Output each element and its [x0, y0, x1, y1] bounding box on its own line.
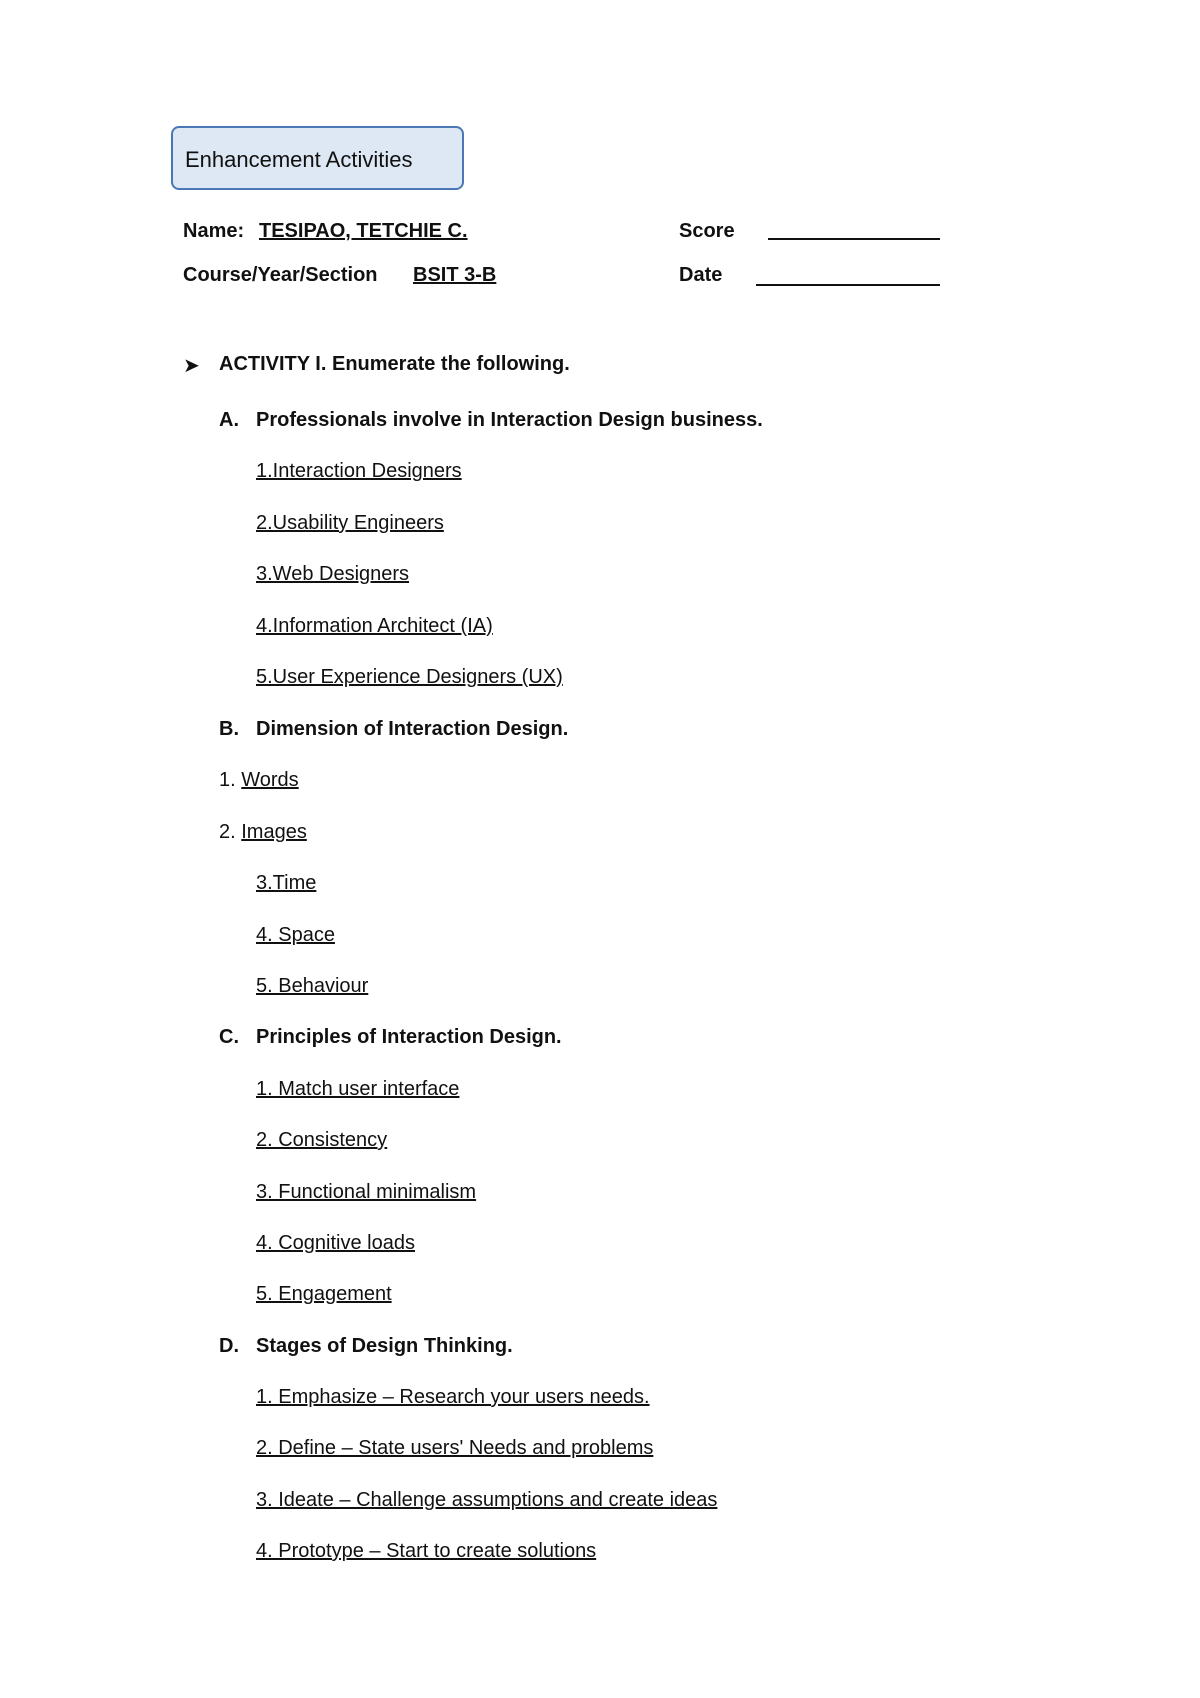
list-item: 2. Define – State users' Needs and problems	[256, 1437, 654, 1459]
list-item: 5. Behaviour	[256, 975, 369, 997]
section-b-heading: Dimension of Interaction Design.	[256, 718, 569, 740]
activity-title: ACTIVITY I. Enumerate the following.	[219, 353, 570, 375]
score-label: Score	[679, 220, 735, 242]
section-d-heading: Stages of Design Thinking.	[256, 1335, 513, 1357]
list-item: 4. Space	[256, 924, 335, 946]
name-label: Name:	[183, 220, 245, 242]
list-item: 1.Interaction Designers	[256, 460, 462, 482]
section-d-letter: D.	[219, 1335, 239, 1357]
list-item: 4. Prototype – Start to create solutions	[256, 1540, 597, 1562]
section-a-letter: A.	[219, 409, 239, 431]
section-c-letter: C.	[219, 1026, 239, 1048]
list-item: 1. Emphasize – Research your users needs.	[256, 1386, 650, 1408]
list-item: 3.Web Designers	[256, 563, 410, 585]
list-item: 5. Engagement	[256, 1283, 392, 1305]
list-item-number: 1.	[219, 769, 242, 791]
section-a-heading: Professionals involve in Interaction Design business.	[256, 409, 763, 431]
date-blank-line	[756, 284, 940, 286]
title-box	[171, 126, 464, 190]
score-blank-line	[768, 238, 940, 240]
list-item: 4. Cognitive loads	[256, 1232, 415, 1254]
date-label: Date	[679, 264, 723, 286]
list-item: 4.Information Architect (IA)	[256, 615, 493, 637]
list-item	[219, 769, 299, 792]
list-item-number: 2.	[219, 821, 242, 843]
list-item-text: Images	[241, 821, 307, 843]
list-item: 3. Ideate – Challenge assumptions and create ideas	[256, 1489, 718, 1511]
list-item: 1. Match user interface	[256, 1078, 460, 1100]
list-item: 2.Usability Engineers	[256, 512, 444, 534]
list-item: 3. Functional minimalism	[256, 1181, 477, 1203]
list-item	[219, 821, 307, 844]
page-title: Enhancement Activities	[185, 147, 413, 172]
list-item: 5.User Experience Designers (UX)	[256, 666, 563, 688]
list-item-text: Words	[241, 769, 299, 791]
course-label: Course/Year/Section	[183, 264, 378, 286]
name-value: TESIPAO, TETCHIE C.	[259, 220, 468, 242]
section-c-heading: Principles of Interaction Design.	[256, 1026, 562, 1048]
arrow-bullet-icon: ➤	[183, 355, 200, 377]
course-value: BSIT 3-B	[413, 264, 497, 286]
list-item: 2. Consistency	[256, 1129, 388, 1151]
section-b-letter: B.	[219, 718, 239, 740]
list-item: 3.Time	[256, 872, 317, 894]
